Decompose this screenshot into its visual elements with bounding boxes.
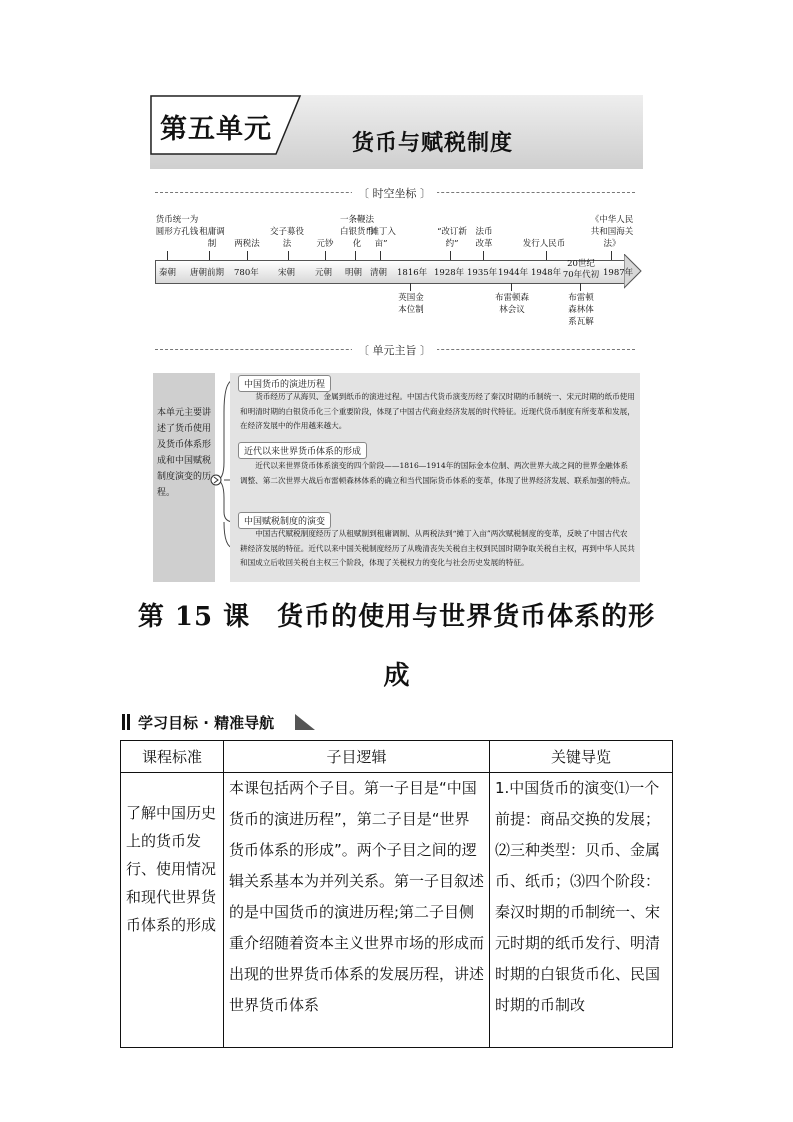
column-header: 课程标准 xyxy=(121,741,224,773)
timeline-period: 明朝 xyxy=(345,268,363,278)
course-standard-cell: 了解中国历史上的货币发行、使用情况和现代世界货币体系的形成 xyxy=(121,773,224,1048)
unit-label: 第五单元 xyxy=(160,114,272,145)
timeline-period: 1816年 xyxy=(397,268,428,278)
column-header: 子目逻辑 xyxy=(224,741,490,773)
timeline-event-below: 布雷顿森林会议 xyxy=(494,293,529,315)
timeline-tick xyxy=(580,283,581,291)
timeline-tick xyxy=(611,251,612,260)
timeline-period: 唐朝前期 xyxy=(190,268,225,278)
timeline-event: 货币统一为圆形方孔钱 xyxy=(155,215,199,237)
sub-topic-logic-cell: 本课包括两个子目。第一子目是“中国货币的演进历程”，第二子目是“世界货币体系的形成”。两个子目之间的逻辑关系基本为并列关系。第一子目叙述的是中国货币的演进历程;第二子目侧重介绍随着资本主义世界市场的形成而出现的世界货币体系的发展历程，讲述世界货币体系 xyxy=(224,773,490,1048)
timeline-period: 20世纪70年代初 xyxy=(562,259,600,280)
timeline-event: 《中华人民共和国海关法》 xyxy=(590,215,634,249)
theme-topic-body: 近代以来世界货币体系演变的四个阶段——1816—1914年的国际金本位制、两次世界大战之间的世界金融体系调整、第二次世界大战后布雷顿森林体系的确立和当代国际货币体系的变革，体现了世界经济发展、联系加强的特点。 xyxy=(240,461,635,485)
timeline-period: 1944年 xyxy=(498,268,529,278)
timeline-tick xyxy=(247,251,248,260)
theme-topic-heading: 近代以来世界货币体系的形成 xyxy=(238,442,367,459)
timeline-event: 两税法 xyxy=(234,239,260,249)
timeline-tick xyxy=(288,251,289,260)
goals-heading: 学习目标 · 精准导航 xyxy=(138,714,275,732)
timeline-tick xyxy=(410,283,411,291)
timeline-period: 1948年 xyxy=(531,268,562,278)
theme-topic-heading: 中国货币的演进历程 xyxy=(238,375,331,392)
key-guide-cell: 1.中国货币的演变⑴一个前提：商品交换的发展；⑵三种类型：贝币、金属币、纸币；⑶四个阶段：秦汉时期的币制统一、宋元时期的纸币发行、明清时期的白银货币化、民国时期的币制改 xyxy=(490,773,673,1048)
theme-topic-body: 中国古代赋税制度经历了从租赋制到租庸调制、从两税法到“摊丁入亩”两次赋税制度的变革，反映了中国古代农耕经济发展的特征。近代以来中国关税制度经历了从晚清丧失关税自主权到民国时期争取关税自主权，再到中华人民共和国成立后收回关税自主权三个阶段，体现了关税权力的变化与社会历史发展的特征。 xyxy=(240,529,635,567)
timeline-tick xyxy=(209,251,210,260)
timeline-tick xyxy=(511,283,512,291)
timeline-event-below: 英国金本位制 xyxy=(398,293,424,315)
timeline-tick xyxy=(546,251,547,260)
timeline-period: 1935年 xyxy=(467,268,498,278)
lesson-title: 第 15 课 货币的使用与世界货币体系的形 xyxy=(137,602,656,632)
theme-section-label: 〔 单元主旨 〕 xyxy=(352,342,437,358)
goal-bars-icon xyxy=(120,713,140,731)
timeline-event: 租庸调制 xyxy=(199,227,225,249)
timeline-event: 一条鞭法白银货币化 xyxy=(339,215,374,249)
theme-intro-text: 本单元主要讲述了货币使用及货币体系形成和中国赋税制度演变的历程。 xyxy=(157,408,212,498)
timeline-period: 1987年 xyxy=(603,268,634,278)
timeline-period: 元朝 xyxy=(315,268,333,278)
column-header: 关键导览 xyxy=(490,741,673,773)
timeline-event-below: 布雷顿森林体系瓦解 xyxy=(568,293,594,327)
theme-topic-heading: 中国赋税制度的演变 xyxy=(238,512,331,529)
timeline-period: 秦朝 xyxy=(159,268,177,278)
lesson-title-continued: 成 xyxy=(383,661,410,691)
timeline-event: 元钞 xyxy=(316,239,334,249)
timeline-event: 法币改革 xyxy=(475,227,493,249)
timeline-event: “摊丁入亩” xyxy=(366,227,396,249)
timeline-tick xyxy=(380,251,381,260)
goals-table xyxy=(120,740,673,1048)
table-header-row xyxy=(121,741,673,773)
timeline-period: 清朝 xyxy=(370,268,388,278)
goal-triangle-icon xyxy=(294,713,316,731)
timeline-tick xyxy=(450,251,451,260)
timeline-event: 交子募役法 xyxy=(270,227,305,249)
timeline-tick xyxy=(355,251,356,260)
timeline-tick xyxy=(483,251,484,260)
timeline-event: “改订新约” xyxy=(437,227,467,249)
unit-title: 货币与赋税制度 xyxy=(352,131,514,156)
theme-topic-body: 货币经历了从海贝、金属到纸币的演进过程。中国古代货币演变历经了秦汉时期的币制统一、宋元时期的纸币使用和明清时期的白银货币化三个重要阶段，体现了中国古代商业经济发展的时代特征。近现代货币制度有所变革和发展，在经济发展中的作用越来越大。 xyxy=(240,392,635,430)
timeline-section-label: 〔 时空坐标 〕 xyxy=(352,185,437,201)
timeline-event: 发行人民币 xyxy=(522,239,566,249)
table-row xyxy=(121,773,673,1048)
timeline-period: 1928年 xyxy=(434,268,465,278)
timeline-tick xyxy=(167,251,168,260)
timeline-tick xyxy=(325,251,326,260)
timeline-period: 宋朝 xyxy=(278,268,296,278)
timeline-period: 780年 xyxy=(234,268,259,278)
